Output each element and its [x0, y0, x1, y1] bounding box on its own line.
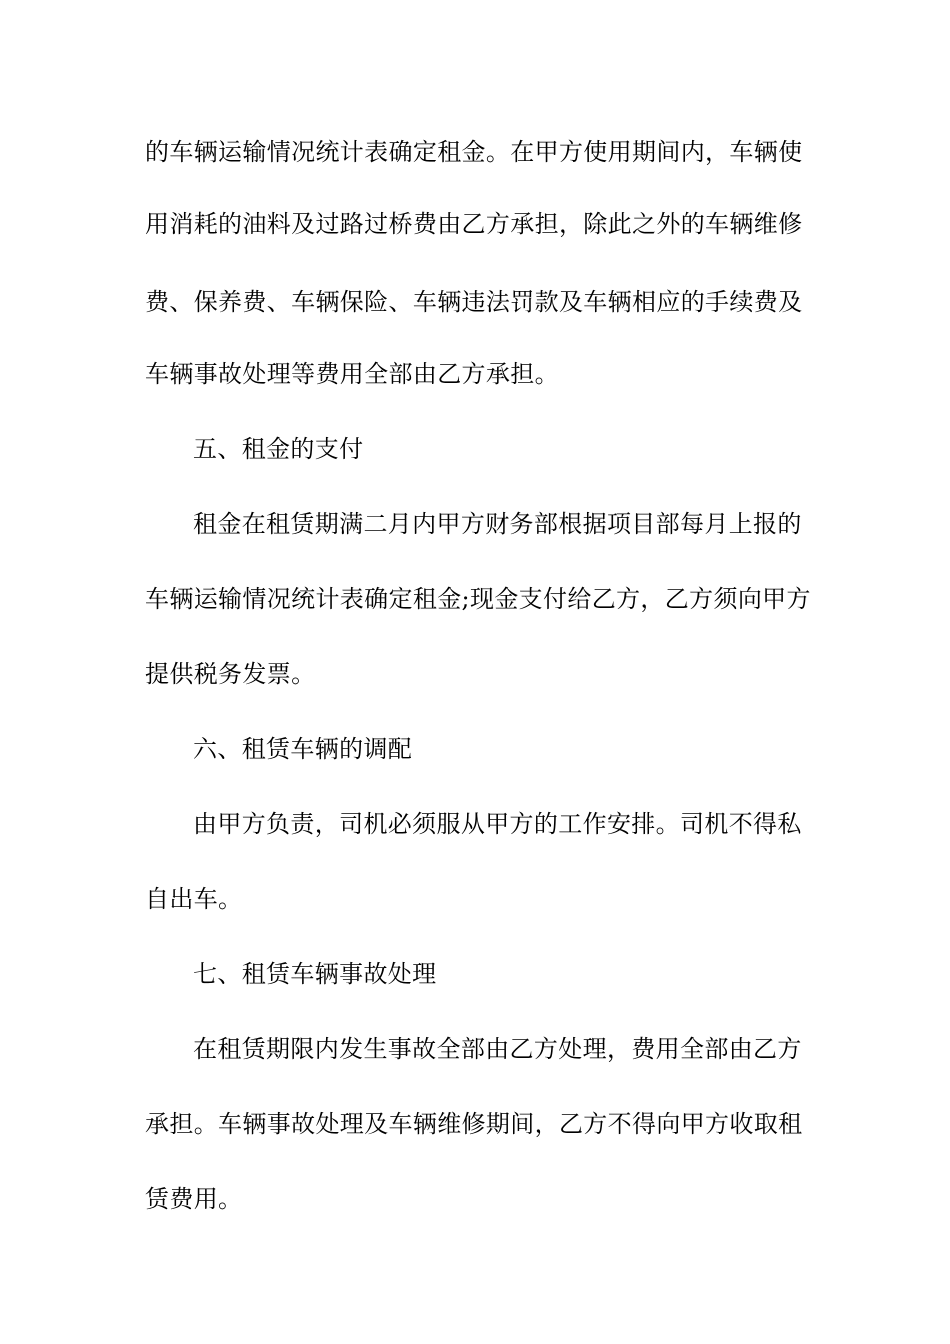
section-heading: 五、租金的支付 [193, 435, 364, 463]
paragraph-line: 用消耗的油料及过路过桥费由乙方承担，除此之外的车辆维修 [145, 210, 803, 238]
section-heading: 六、租赁车辆的调配 [193, 735, 413, 763]
section-heading: 七、租赁车辆事故处理 [193, 960, 437, 988]
paragraph-line: 车辆事故处理等费用全部由乙方承担。 [145, 360, 559, 388]
paragraph-line: 赁费用。 [145, 1185, 243, 1213]
paragraph-line: 由甲方负责，司机必须服从甲方的工作安排。司机不得私 [193, 810, 802, 838]
paragraph-line: 费、保养费、车辆保险、车辆违法罚款及车辆相应的手续费及 [145, 288, 803, 316]
paragraph-line: 租金在租赁期满二月内甲方财务部根据项目部每月上报的 [193, 510, 802, 538]
paragraph-line: 提供税务发票。 [145, 660, 316, 688]
paragraph-line: 自出车。 [145, 885, 243, 913]
paragraph-line: 车辆运输情况统计表确定租金;现金支付给乙方，乙方须向甲方 [145, 585, 811, 613]
paragraph-line: 承担。车辆事故处理及车辆维修期间，乙方不得向甲方收取租 [145, 1110, 803, 1138]
paragraph-line: 的车辆运输情况统计表确定租金。在甲方使用期间内，车辆使 [145, 138, 803, 166]
paragraph-line: 在租赁期限内发生事故全部由乙方处理，费用全部由乙方 [193, 1035, 802, 1063]
